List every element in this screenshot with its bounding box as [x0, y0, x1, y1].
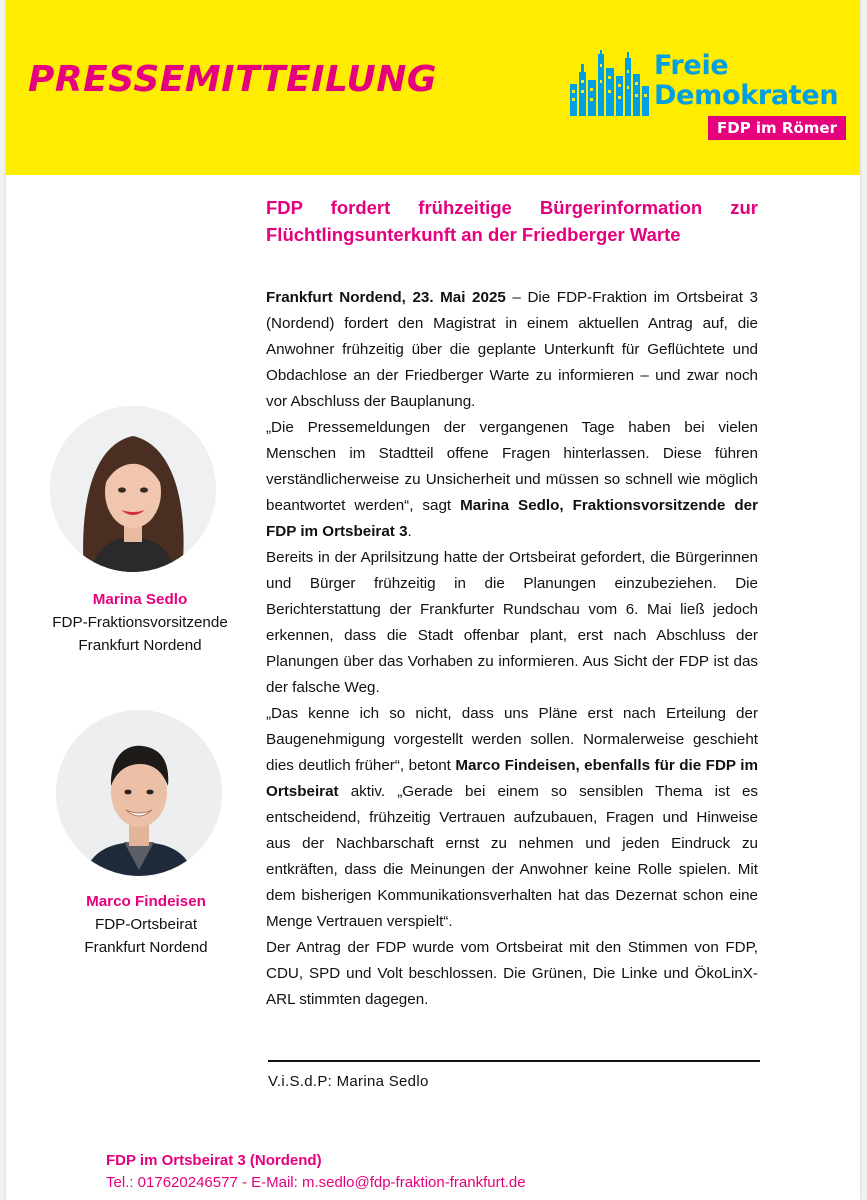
quote-attribution-findeisen: Marco Findeisen, ebenfalls für die FDP im Ortsbeirat [266, 757, 758, 800]
fdp-logo [566, 46, 846, 146]
portrait-man-illustration [56, 710, 222, 876]
paragraph-4: „Das kenne ich so nicht, dass uns Pläne erst nach Erteilung der Baugenehmigung vorgestellt werden sollen. Normalerweise geschieht dies deutlich früher“, betont Marco Findeisen, ebenfalls für die FDP im Ortsbeirat aktiv. „Gerade bei einem so sensiblen Thema ist es entscheidend, frühzeitig Vertrauen aufzubauen, Fragen und Hinweise aus der Nachbarschaft ernst zu nehmen und jeden Eindruck zu entkräften, dass die Meinungen der Anwohner keine Rolle spielen. Mit dem bisherigen Kommunikationsverhalten hat das Dezernat schon eine Menge Vertrauen verspielt“. [266, 705, 758, 930]
person-place: Frankfurt Nordend [78, 637, 202, 654]
person-name: Marco Findeisen [86, 893, 206, 910]
paragraph-2: „Die Pressemeldungen der vergangenen Tage haben bei vielen Menschen im Stadtteil offene Fragen hinterlassen. Diese führen verständlicherweise zu Unsicherheit und müssen so schnell wie möglich beantwortet werden“, sagt Marina Sedlo, Fraktionsvorsitzende der FDP im Ortsbeirat 3. [266, 419, 758, 540]
visdp-note: V.i.S.d.P: Marina Sedlo [268, 1073, 429, 1090]
press-release-page [6, 0, 860, 1200]
quote-attribution-sedlo: Marina Sedlo, Fraktionsvorsitzende der FDP im Ortsbeirat 3 [266, 497, 758, 540]
logo-word-freie: Freie [654, 50, 729, 81]
person-role: FDP-Fraktionsvorsitzende [52, 614, 228, 631]
paragraph-1: Frankfurt Nordend, 23. Mai 2025 – Die FDP-Fraktion im Ortsbeirat 3 (Nordend) fordert den Magistrat in einem aktuellen Antrag auf, die Anwohner frühzeitig über die geplante Unterkunft für Geflüchtete und Obdachlose an der Friedberger Warte zu informieren – und zwar noch vor Abschluss der Bauplanung. [266, 289, 758, 410]
headline: FDP fordert frühzeitige Bürgerinformation zur Flüchtlingsunterkunft an der Friedberger Warte [266, 197, 758, 245]
frankfurt-skyline-icon [566, 50, 650, 116]
caption-marco-findeisen [36, 890, 256, 959]
person-role: FDP-Ortsbeirat [94, 916, 198, 933]
separator-line [268, 1060, 760, 1062]
caption-marina-sedlo [30, 588, 250, 657]
header-banner [6, 0, 860, 175]
logo-badge: FDP im Römer [708, 116, 846, 140]
footer-organization: FDP im Ortsbeirat 3 (Nordend) [106, 1152, 322, 1169]
logo-word-demokraten: Demokraten [654, 80, 839, 111]
portrait-marina-sedlo [50, 406, 216, 572]
portrait-marco-findeisen [56, 710, 222, 876]
footer-contact: Tel.: 017620246577 - E-Mail: m.sedlo@fdp-fraktion-frankfurt.de [106, 1174, 526, 1191]
dateline: Frankfurt Nordend, 23. Mai 2025 [266, 289, 506, 306]
paragraph-3: Bereits in der Aprilsitzung hatte der Ortsbeirat gefordert, die Bürgerinnen und Bürger frühzeitig in die Planungen einzubeziehen. Die Berichterstattung der Frankfurter Rundschau vom 6. Mai ließ jedoch erkennen, dass die Stadt offenbar plant, erst nach Abschluss der Planungen über das Vorhaben zu informieren. Aus Sicht der FDP ist das der falsche Weg. [266, 549, 758, 696]
person-place: Frankfurt Nordend [84, 939, 208, 956]
person-name: Marina Sedlo [92, 591, 188, 608]
portrait-woman-illustration [50, 406, 216, 572]
paragraph-5: Der Antrag der FDP wurde vom Ortsbeirat mit den Stimmen von FDP, CDU, SPD und Volt beschlossen. Die Grünen, Die Linke und ÖkoLinX-ARL stimmten dagegen. [266, 939, 758, 1008]
press-release-title: PRESSEMITTEILUNG [28, 59, 437, 100]
article-body [266, 285, 758, 1013]
